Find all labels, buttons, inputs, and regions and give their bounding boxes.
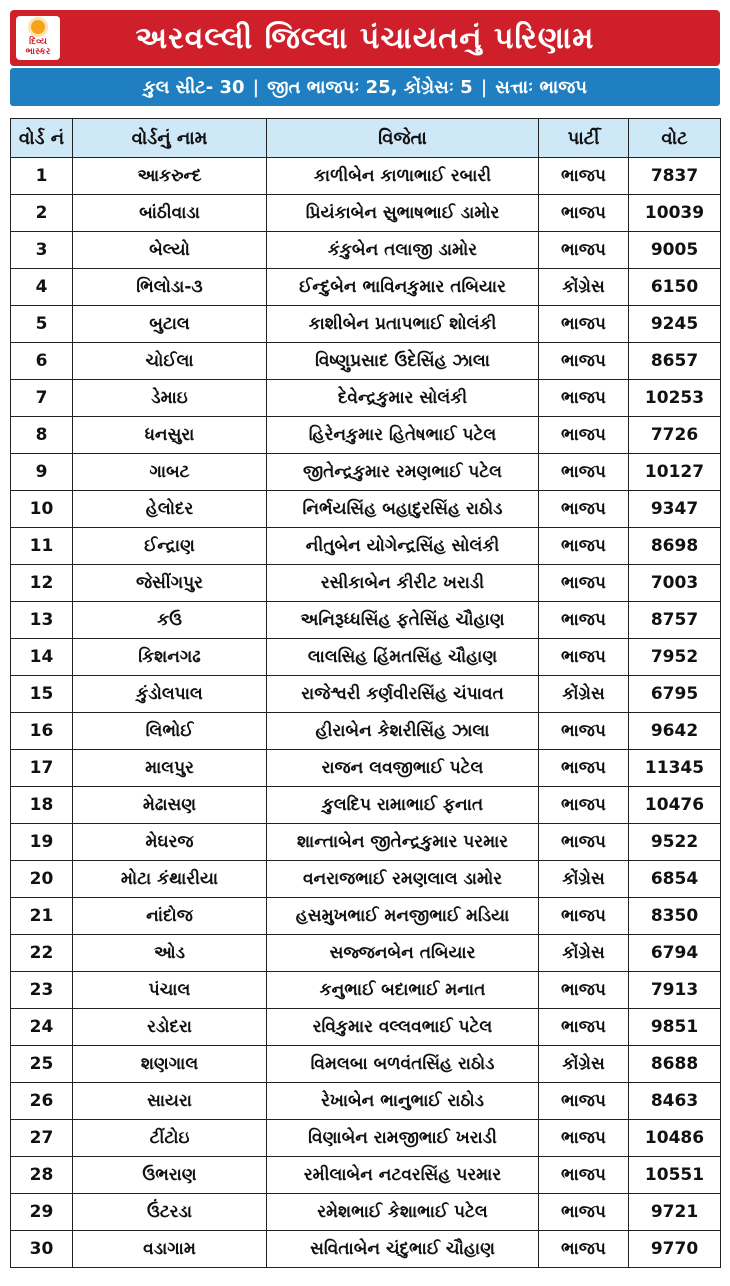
table-row	[11, 713, 721, 750]
cell-ward-name: ઓડ	[73, 935, 267, 972]
cell-votes: 10551	[629, 1157, 721, 1194]
cell-ward-no: 16	[11, 713, 73, 750]
separator: |	[252, 76, 260, 98]
cell-votes: 9347	[629, 491, 721, 528]
header-winner: વિજેતા	[267, 119, 539, 158]
table-row	[11, 1231, 721, 1268]
cell-winner: અનિરૂધ્ધસિંહ ફતેસિંહ ચૌહાણ	[267, 602, 539, 639]
cell-party: ભાજપ	[539, 972, 629, 1009]
cell-ward-name: મેઢાસણ	[73, 787, 267, 824]
table-row	[11, 565, 721, 602]
cell-party: ભાજપ	[539, 1194, 629, 1231]
seats-won: જીત ભાજપઃ 25, કોંગ્રેસઃ 5	[267, 76, 473, 98]
cell-votes: 6794	[629, 935, 721, 972]
cell-winner: રવિકુમાર વલ્લવભાઈ પટેલ	[267, 1009, 539, 1046]
cell-ward-name: પંચાલ	[73, 972, 267, 1009]
cell-party: ભાજપ	[539, 158, 629, 195]
title-bar	[10, 10, 720, 66]
cell-votes: 8698	[629, 528, 721, 565]
table-row	[11, 639, 721, 676]
cell-ward-name: જેસીંગપુર	[73, 565, 267, 602]
cell-party: કોંગ્રેસ	[539, 1046, 629, 1083]
table-row	[11, 898, 721, 935]
cell-votes: 9770	[629, 1231, 721, 1268]
cell-ward-no: 28	[11, 1157, 73, 1194]
cell-winner: કાશીબેન પ્રતાપભાઈ શોલંકી	[267, 306, 539, 343]
cell-winner: જીતેન્દ્રકુમાર રમણભાઈ પટેલ	[267, 454, 539, 491]
cell-winner: નીતુબેન યોગેન્દ્રસિંહ સોલંકી	[267, 528, 539, 565]
cell-ward-name: લિભોઈ	[73, 713, 267, 750]
table-row	[11, 750, 721, 787]
cell-winner: સવિતાબેન ચંદુભાઈ ચૌહાણ	[267, 1231, 539, 1268]
cell-ward-no: 4	[11, 269, 73, 306]
divya-bhaskar-logo	[16, 16, 60, 60]
cell-party: ભાજપ	[539, 1083, 629, 1120]
header-votes: વોટ	[629, 119, 721, 158]
cell-party: ભાજપ	[539, 787, 629, 824]
table-row	[11, 1120, 721, 1157]
table-row	[11, 787, 721, 824]
cell-votes: 8657	[629, 343, 721, 380]
cell-ward-name: ઉંટરડા	[73, 1194, 267, 1231]
page-title: અરવલ્લી જિલ્લા પંચાયતનું પરિણામ	[135, 20, 595, 56]
header-row	[11, 119, 721, 158]
cell-party: ભાજપ	[539, 1009, 629, 1046]
cell-ward-name: બાંઠીવાડા	[73, 195, 267, 232]
cell-party: ભાજપ	[539, 898, 629, 935]
table-row	[11, 380, 721, 417]
cell-ward-name: ઉભરાણ	[73, 1157, 267, 1194]
cell-ward-no: 13	[11, 602, 73, 639]
cell-ward-name: મેઘરજ	[73, 824, 267, 861]
cell-ward-name: ટીંટોઇ	[73, 1120, 267, 1157]
cell-votes: 6854	[629, 861, 721, 898]
cell-ward-name: ડેમાઇ	[73, 380, 267, 417]
cell-votes: 8757	[629, 602, 721, 639]
table-row	[11, 306, 721, 343]
cell-winner: દેવેન્દ્રકુમાર સોલંકી	[267, 380, 539, 417]
cell-ward-name: બુટાલ	[73, 306, 267, 343]
table-row	[11, 1157, 721, 1194]
cell-winner: કુલદિપ રામાભાઈ ફનાત	[267, 787, 539, 824]
cell-ward-name: ચોઈલા	[73, 343, 267, 380]
table-row	[11, 1009, 721, 1046]
table-row	[11, 454, 721, 491]
cell-votes: 8463	[629, 1083, 721, 1120]
cell-ward-name: ભિલોડા-૩	[73, 269, 267, 306]
cell-party: ભાજપ	[539, 1120, 629, 1157]
cell-ward-no: 10	[11, 491, 73, 528]
cell-party: ભાજપ	[539, 491, 629, 528]
cell-votes: 10253	[629, 380, 721, 417]
cell-winner: રસીકાબેન કીરીટ ખરાડી	[267, 565, 539, 602]
cell-votes: 10127	[629, 454, 721, 491]
cell-party: ભાજપ	[539, 343, 629, 380]
logo-line1: દિવ્ય	[29, 36, 47, 47]
cell-ward-no: 19	[11, 824, 73, 861]
cell-party: ભાજપ	[539, 824, 629, 861]
cell-winner: કંકુબેન તલાજી ડામોર	[267, 232, 539, 269]
logo-line2: ભાસ્કર	[25, 46, 51, 57]
cell-ward-no: 23	[11, 972, 73, 1009]
cell-ward-no: 18	[11, 787, 73, 824]
table-row	[11, 269, 721, 306]
cell-party: ભાજપ	[539, 528, 629, 565]
cell-party: ભાજપ	[539, 602, 629, 639]
cell-ward-no: 14	[11, 639, 73, 676]
cell-votes: 7837	[629, 158, 721, 195]
cell-winner: શાન્તાબેન જીતેન્દ્રકુમાર પરમાર	[267, 824, 539, 861]
cell-ward-name: માલપુર	[73, 750, 267, 787]
cell-winner: હીરાબેન કેશરીસિંહ ઝાલા	[267, 713, 539, 750]
table-row	[11, 1194, 721, 1231]
cell-party: કોંગ્રેસ	[539, 676, 629, 713]
cell-ward-no: 11	[11, 528, 73, 565]
cell-winner: હસમુખભાઈ મનજીભાઈ મડિયા	[267, 898, 539, 935]
cell-party: ભાજપ	[539, 1231, 629, 1268]
separator: |	[480, 76, 488, 98]
cell-ward-no: 15	[11, 676, 73, 713]
table-body	[11, 158, 721, 1268]
cell-ward-no: 6	[11, 343, 73, 380]
cell-votes: 9245	[629, 306, 721, 343]
table-row	[11, 935, 721, 972]
cell-ward-name: રડોદરા	[73, 1009, 267, 1046]
header-ward-name: વોર્ડનું નામ	[73, 119, 267, 158]
cell-ward-name: કુંડોલપાલ	[73, 676, 267, 713]
cell-winner: રાજેશ્વરી કર્ણવીરસિંહ ચંપાવત	[267, 676, 539, 713]
cell-votes: 7952	[629, 639, 721, 676]
header-ward-no: વોર્ડ નં	[11, 119, 73, 158]
cell-winner: રમીલાબેન નટવરસિંહ પરમાર	[267, 1157, 539, 1194]
cell-ward-no: 2	[11, 195, 73, 232]
cell-ward-no: 30	[11, 1231, 73, 1268]
cell-ward-no: 17	[11, 750, 73, 787]
table-row	[11, 824, 721, 861]
cell-ward-name: આકરુન્દ	[73, 158, 267, 195]
table-row	[11, 195, 721, 232]
cell-winner: હિરેનકુમાર હિતેષભાઈ પટેલ	[267, 417, 539, 454]
cell-votes: 10039	[629, 195, 721, 232]
cell-winner: વિણાબેન રામજીભાઈ ખરાડી	[267, 1120, 539, 1157]
cell-winner: રાજન લવજીભાઈ પટેલ	[267, 750, 539, 787]
cell-party: કોંગ્રેસ	[539, 269, 629, 306]
cell-ward-no: 22	[11, 935, 73, 972]
cell-ward-name: હેલોદર	[73, 491, 267, 528]
cell-party: ભાજપ	[539, 750, 629, 787]
total-seats: કુલ સીટ- 30	[143, 76, 245, 98]
cell-votes: 11345	[629, 750, 721, 787]
cell-winner: કનુભાઈ બદાભાઈ મનાત	[267, 972, 539, 1009]
cell-party: કોંગ્રેસ	[539, 861, 629, 898]
cell-ward-name: ગાબટ	[73, 454, 267, 491]
cell-party: ભાજપ	[539, 565, 629, 602]
cell-winner: વિષ્ણુપ્રસાદ ઉદેસિંહ ઝાલા	[267, 343, 539, 380]
cell-ward-name: કઉ	[73, 602, 267, 639]
table-row	[11, 417, 721, 454]
cell-ward-no: 24	[11, 1009, 73, 1046]
cell-ward-name: મોટા કંથારીયા	[73, 861, 267, 898]
cell-party: ભાજપ	[539, 195, 629, 232]
cell-ward-no: 20	[11, 861, 73, 898]
table-row	[11, 676, 721, 713]
cell-votes: 10486	[629, 1120, 721, 1157]
cell-party: ભાજપ	[539, 1157, 629, 1194]
table-row	[11, 1083, 721, 1120]
cell-winner: વનરાજભાઈ રમણલાલ ડામોર	[267, 861, 539, 898]
cell-ward-no: 5	[11, 306, 73, 343]
cell-party: ભાજપ	[539, 232, 629, 269]
cell-ward-no: 27	[11, 1120, 73, 1157]
cell-winner: ઈન્દુબેન ભાવિનકુમાર તબિયાર	[267, 269, 539, 306]
cell-ward-no: 12	[11, 565, 73, 602]
cell-ward-no: 8	[11, 417, 73, 454]
table-row	[11, 232, 721, 269]
cell-party: ભાજપ	[539, 713, 629, 750]
cell-winner: સજ્જનબેન તબિયાર	[267, 935, 539, 972]
cell-ward-no: 26	[11, 1083, 73, 1120]
table-row	[11, 343, 721, 380]
cell-votes: 9851	[629, 1009, 721, 1046]
cell-ward-no: 25	[11, 1046, 73, 1083]
cell-votes: 6795	[629, 676, 721, 713]
cell-votes: 8688	[629, 1046, 721, 1083]
cell-ward-name: ધનસુરા	[73, 417, 267, 454]
sun-icon	[31, 20, 45, 34]
cell-winner: રેખાબેન ભાનુભાઈ રાઠોડ	[267, 1083, 539, 1120]
table-row	[11, 861, 721, 898]
table-row	[11, 491, 721, 528]
cell-party: ભાજપ	[539, 639, 629, 676]
cell-votes: 7003	[629, 565, 721, 602]
results-table	[10, 118, 721, 1268]
cell-ward-no: 29	[11, 1194, 73, 1231]
cell-votes: 10476	[629, 787, 721, 824]
cell-votes: 9005	[629, 232, 721, 269]
cell-ward-no: 9	[11, 454, 73, 491]
cell-ward-name: વડાગામ	[73, 1231, 267, 1268]
cell-winner: રમેશભાઈ કેશાભાઈ પટેલ	[267, 1194, 539, 1231]
cell-ward-name: ઈન્દ્રાણ	[73, 528, 267, 565]
table-row	[11, 1046, 721, 1083]
cell-winner: પ્રિયંકાબેન સુભાષભાઈ ડામોર	[267, 195, 539, 232]
cell-winner: લાલસિહ હિંમતસિંહ ચૌહાણ	[267, 639, 539, 676]
cell-party: ભાજપ	[539, 454, 629, 491]
cell-votes: 7726	[629, 417, 721, 454]
table-row	[11, 602, 721, 639]
cell-votes: 7913	[629, 972, 721, 1009]
cell-votes: 8350	[629, 898, 721, 935]
table-row	[11, 972, 721, 1009]
header-party: પાર્ટી	[539, 119, 629, 158]
cell-ward-name: સાયરા	[73, 1083, 267, 1120]
cell-ward-no: 3	[11, 232, 73, 269]
cell-ward-name: શણગાલ	[73, 1046, 267, 1083]
cell-votes: 9721	[629, 1194, 721, 1231]
cell-ward-no: 21	[11, 898, 73, 935]
table-row	[11, 528, 721, 565]
cell-ward-name: બેલ્યો	[73, 232, 267, 269]
cell-party: ભાજપ	[539, 417, 629, 454]
cell-ward-no: 1	[11, 158, 73, 195]
cell-winner: નિર્ભયસિંહ બહાદુરસિંહ રાઠોડ	[267, 491, 539, 528]
cell-ward-name: નાંદોજ	[73, 898, 267, 935]
cell-votes: 9642	[629, 713, 721, 750]
cell-winner: વિમલબા બળવંતસિંહ રાઠોડ	[267, 1046, 539, 1083]
table-row	[11, 158, 721, 195]
summary-bar	[10, 68, 720, 106]
cell-party: કોંગ્રેસ	[539, 935, 629, 972]
cell-ward-name: કિશનગઢ	[73, 639, 267, 676]
cell-party: ભાજપ	[539, 306, 629, 343]
cell-ward-no: 7	[11, 380, 73, 417]
cell-party: ભાજપ	[539, 380, 629, 417]
cell-winner: કાળીબેન કાળાભાઈ રબારી	[267, 158, 539, 195]
cell-votes: 6150	[629, 269, 721, 306]
cell-votes: 9522	[629, 824, 721, 861]
ruling-party: સત્તાઃ ભાજપ	[495, 76, 587, 98]
